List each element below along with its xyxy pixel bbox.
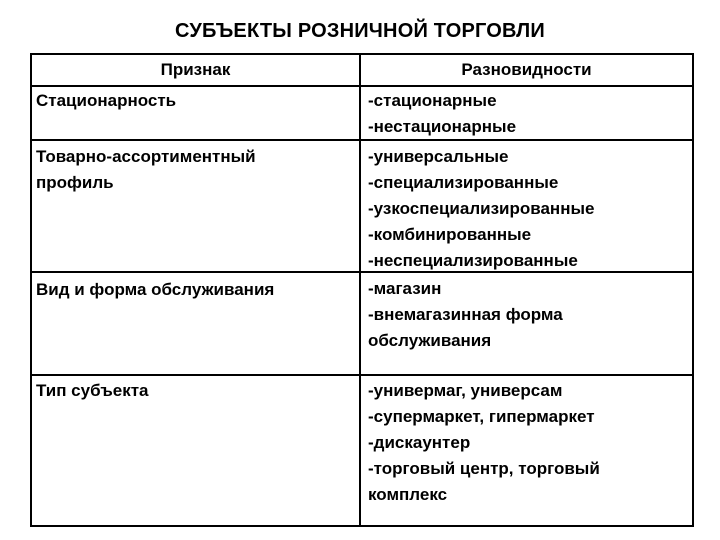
table-column-divider	[359, 53, 361, 527]
feature-cell	[36, 88, 176, 114]
variant-line: -нестационарные	[368, 117, 517, 136]
variant-line: -дискаунтер	[368, 433, 471, 452]
variant-line: -супермаркет, гипермаркет	[368, 407, 595, 426]
page-title: СУБЪЕКТЫ РОЗНИЧНОЙ ТОРГОВЛИ	[175, 20, 545, 42]
variant-line: -специализированные	[368, 173, 559, 192]
variants-cell	[368, 88, 516, 140]
table-row-divider	[30, 374, 694, 376]
variant-line: -стационарные	[368, 91, 497, 110]
feature-line: Стационарность	[36, 91, 177, 110]
variant-line: -универмаг, универсам	[368, 381, 563, 400]
table-header-feature: Признак	[160, 60, 231, 79]
variant-line: -комбинированные	[368, 225, 532, 244]
feature-line: профиль	[36, 173, 114, 192]
table-header-variants: Разновидности	[461, 60, 592, 79]
variant-line: -внемагазинная форма	[368, 305, 563, 324]
table-header-divider	[30, 85, 694, 87]
variant-line: -торговый центр, торговый	[368, 459, 600, 478]
variants-cell	[368, 378, 600, 508]
feature-line: Тип субъекта	[36, 381, 149, 400]
variant-line: -магазин	[368, 279, 442, 298]
table-row-divider	[30, 139, 694, 141]
variants-cell	[368, 144, 594, 274]
variant-line: -узкоспециализированные	[368, 199, 595, 218]
variant-line: -неспециализированные	[368, 251, 578, 270]
feature-cell	[36, 144, 256, 196]
feature-cell	[36, 378, 149, 404]
feature-cell	[36, 277, 274, 303]
feature-line: Вид и форма обслуживания	[36, 280, 275, 299]
variants-cell	[368, 276, 563, 354]
variant-line: комплекс	[368, 485, 448, 504]
variant-line: -универсальные	[368, 147, 509, 166]
feature-line: Товарно-ассортиментный	[36, 147, 256, 166]
variant-line: обслуживания	[368, 331, 492, 350]
